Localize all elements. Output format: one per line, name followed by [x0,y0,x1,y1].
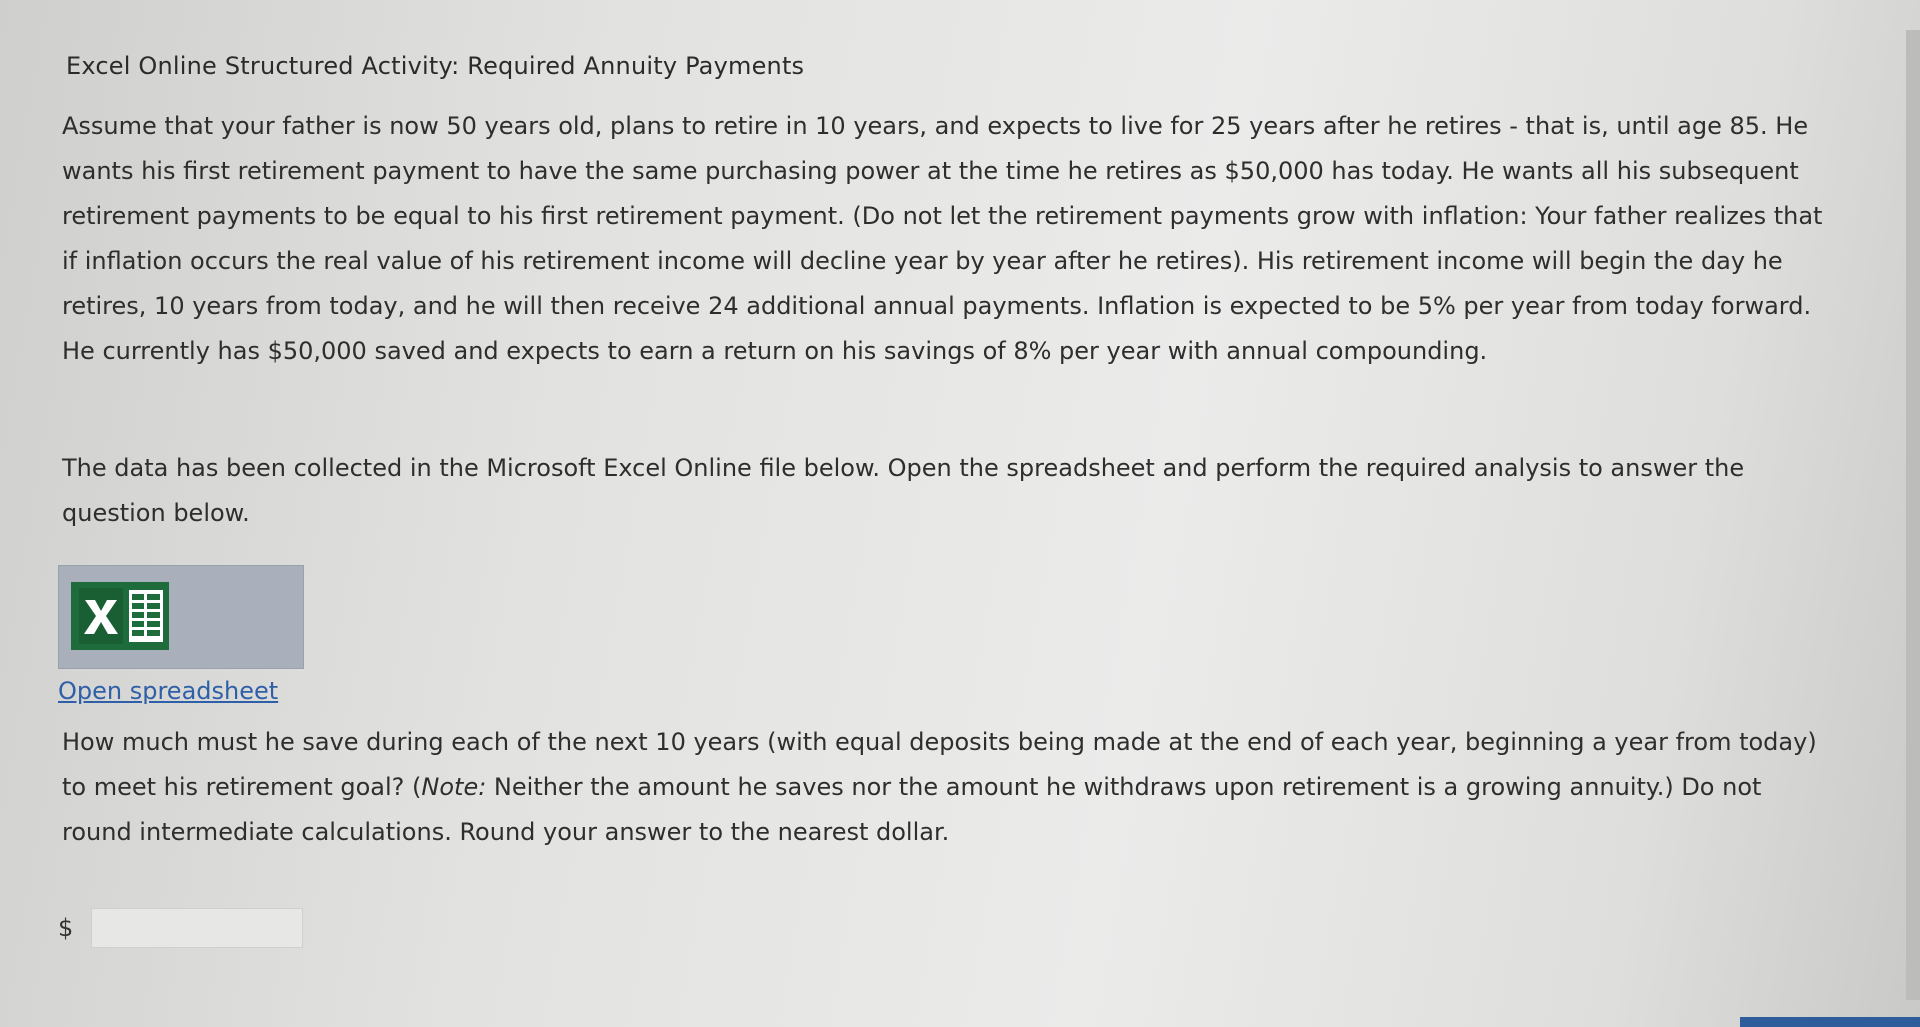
problem-paragraph: Assume that your father is now 50 years old, plans to retire in 10 years, and expects to live for 25 years after he retires - that is, until age 85. He wants his first retirement payment to have the same purchasing power at the time he retires as $50,000 has today. He wants all his subsequent retirement payments to be equal to his first retirement payment. (Do not let the retirement payments grow with inflation: Your father realizes that if inflation occurs the real value of his retirement income will decline year by year after he retires). His retirement income will begin the day he retires, 10 years from today, and he will then receive 24 additional annual payments. Inflation is expected to be 5% per year from today forward. He currently has $50,000 saved and expects to earn a return on his savings of 8% per year with annual compounding. [62,112,1823,365]
question-text-end: Neither the amount he saves nor the amount he withdraws upon retirement is a growing annuity.) Do not round intermediate calculations. Round your answer to the nearest dollar. [62,773,1762,846]
open-spreadsheet-link[interactable]: Open spreadsheet [58,677,279,705]
spreadsheet-launcher[interactable] [58,565,304,715]
excel-icon[interactable] [71,578,169,654]
question-paragraph [62,720,1832,855]
answer-input[interactable] [91,908,303,948]
activity-title: Excel Online Structured Activity: Required Annuity Payments [66,52,805,80]
question-text-start: How much must he save during each of the next 10 years (with equal deposits being made at the end of each year, beginning a year from today) to meet his retirement goal? ( [62,728,1817,801]
currency-symbol: $ [58,914,74,942]
window-edge [1906,30,1920,1000]
note-label: Note: [421,773,487,801]
corner-accent [1740,1017,1920,1027]
answer-row [58,906,303,950]
spreadsheet-tile[interactable] [58,565,304,669]
instructions-paragraph: The data has been collected in the Microsoft Excel Online file below. Open the spreadsheet and perform the required analysis to answer the question below. [62,454,1745,527]
